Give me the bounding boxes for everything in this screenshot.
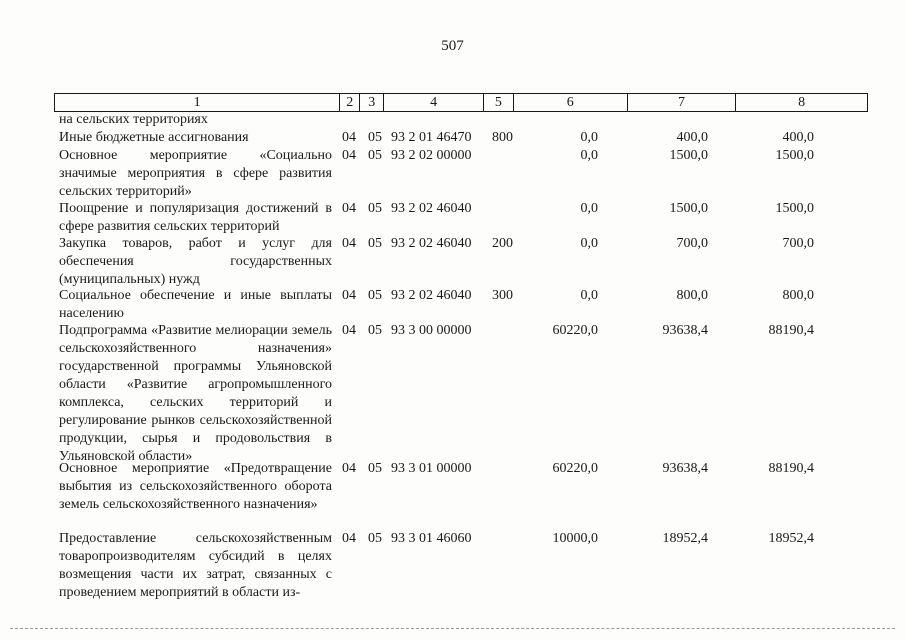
cell-amount-7: 400,0	[676, 130, 708, 145]
table-header	[54, 93, 868, 112]
row-description: Социальное обеспечение и иные выплаты населению	[59, 288, 332, 321]
cell-target-code: 93 2 01 46470	[391, 130, 472, 145]
row-description: Предоставление сельскохозяйственным товаропроизводителям субсидий в целях возмещения части их затрат, связанных с проведением мероприятий в области из-	[59, 531, 332, 600]
cell-target-code: 93 3 01 46060	[391, 531, 472, 546]
page-number: 507	[441, 38, 464, 54]
cell-amount-7: 700,0	[676, 236, 708, 251]
cell-amount-7: 1500,0	[669, 148, 708, 163]
page-bottom-rule	[10, 628, 895, 629]
cell-section: 04	[342, 236, 356, 251]
cell-target-code: 93 2 02 46040	[391, 236, 472, 251]
cell-section: 04	[342, 461, 356, 476]
cell-expense-type: 200	[492, 236, 513, 251]
cell-amount-8: 88190,4	[768, 323, 814, 338]
row-description: Подпрограмма «Развитие мелиорации земель сельскохозяйственного назначения» государственной программы Ульяновской области «Развитие агропромышленного комплекса, сельских территорий и регулирование рынков сельскохозяйственной продукции, сырья и продовольствия в Ульяновской области»	[59, 323, 332, 464]
header-col-1: 1	[193, 95, 201, 110]
cell-amount-7: 93638,4	[662, 461, 708, 476]
cell-subsection: 05	[368, 323, 382, 338]
cell-target-code: 93 3 00 00000	[391, 323, 472, 338]
cell-amount-6: 0,0	[580, 148, 598, 163]
cell-target-code: 93 2 02 00000	[391, 148, 472, 163]
cell-subsection: 05	[368, 201, 382, 216]
cell-amount-8: 1500,0	[775, 148, 814, 163]
cell-amount-8: 800,0	[782, 288, 814, 303]
row-description: Основное мероприятие «Предотвращение выбытия из сельскохозяйственного оборота земель сельскохозяйственного назначения»	[59, 461, 332, 512]
cell-subsection: 05	[368, 236, 382, 251]
cell-section: 04	[342, 531, 356, 546]
cell-amount-7: 800,0	[676, 288, 708, 303]
header-col-3: 3	[359, 94, 383, 111]
cell-section: 04	[342, 288, 356, 303]
row-description: Основное мероприятие «Социально значимые мероприятия в сфере развития сельских территорий»	[59, 148, 332, 199]
cell-amount-6: 0,0	[580, 201, 598, 216]
cell-amount-6: 0,0	[580, 130, 598, 145]
row-description: Закупка товаров, работ и услуг для обеспечения государственных (муниципальных) нужд	[59, 236, 332, 287]
cell-subsection: 05	[368, 130, 382, 145]
cell-subsection: 05	[368, 148, 382, 163]
cell-subsection: 05	[368, 288, 382, 303]
cell-target-code: 93 3 01 00000	[391, 461, 472, 476]
cell-amount-6: 0,0	[580, 288, 598, 303]
cell-amount-6: 0,0	[580, 236, 598, 251]
cell-section: 04	[342, 148, 356, 163]
header-col-7: 7	[627, 94, 736, 111]
cell-amount-7: 93638,4	[662, 323, 708, 338]
cell-section: 04	[342, 130, 356, 145]
row-description: на сельских территориях	[59, 112, 208, 127]
header-col-4: 4	[383, 94, 483, 111]
cell-section: 04	[342, 323, 356, 338]
header-col-8: 8	[735, 94, 867, 111]
cell-subsection: 05	[368, 531, 382, 546]
cell-amount-6: 60220,0	[552, 323, 598, 338]
cell-amount-7: 18952,4	[662, 531, 708, 546]
header-col-6: 6	[513, 94, 627, 111]
cell-amount-8: 1500,0	[775, 201, 814, 216]
cell-section: 04	[342, 201, 356, 216]
cell-amount-6: 60220,0	[552, 461, 598, 476]
cell-amount-8: 400,0	[782, 130, 814, 145]
cell-amount-8: 88190,4	[768, 461, 814, 476]
cell-subsection: 05	[368, 461, 382, 476]
row-description: Поощрение и популяризация достижений в сфере развития сельских территорий	[59, 201, 332, 234]
cell-expense-type: 300	[492, 288, 513, 303]
cell-expense-type: 800	[492, 130, 513, 145]
row-description: Иные бюджетные ассигнования	[59, 130, 249, 145]
cell-amount-8: 700,0	[782, 236, 814, 251]
header-col-5: 5	[483, 94, 513, 111]
cell-target-code: 93 2 02 46040	[391, 201, 472, 216]
header-col-2: 2	[339, 94, 359, 111]
cell-amount-6: 10000,0	[552, 531, 598, 546]
cell-target-code: 93 2 02 46040	[391, 288, 472, 303]
cell-amount-8: 18952,4	[768, 531, 814, 546]
cell-amount-7: 1500,0	[669, 201, 708, 216]
